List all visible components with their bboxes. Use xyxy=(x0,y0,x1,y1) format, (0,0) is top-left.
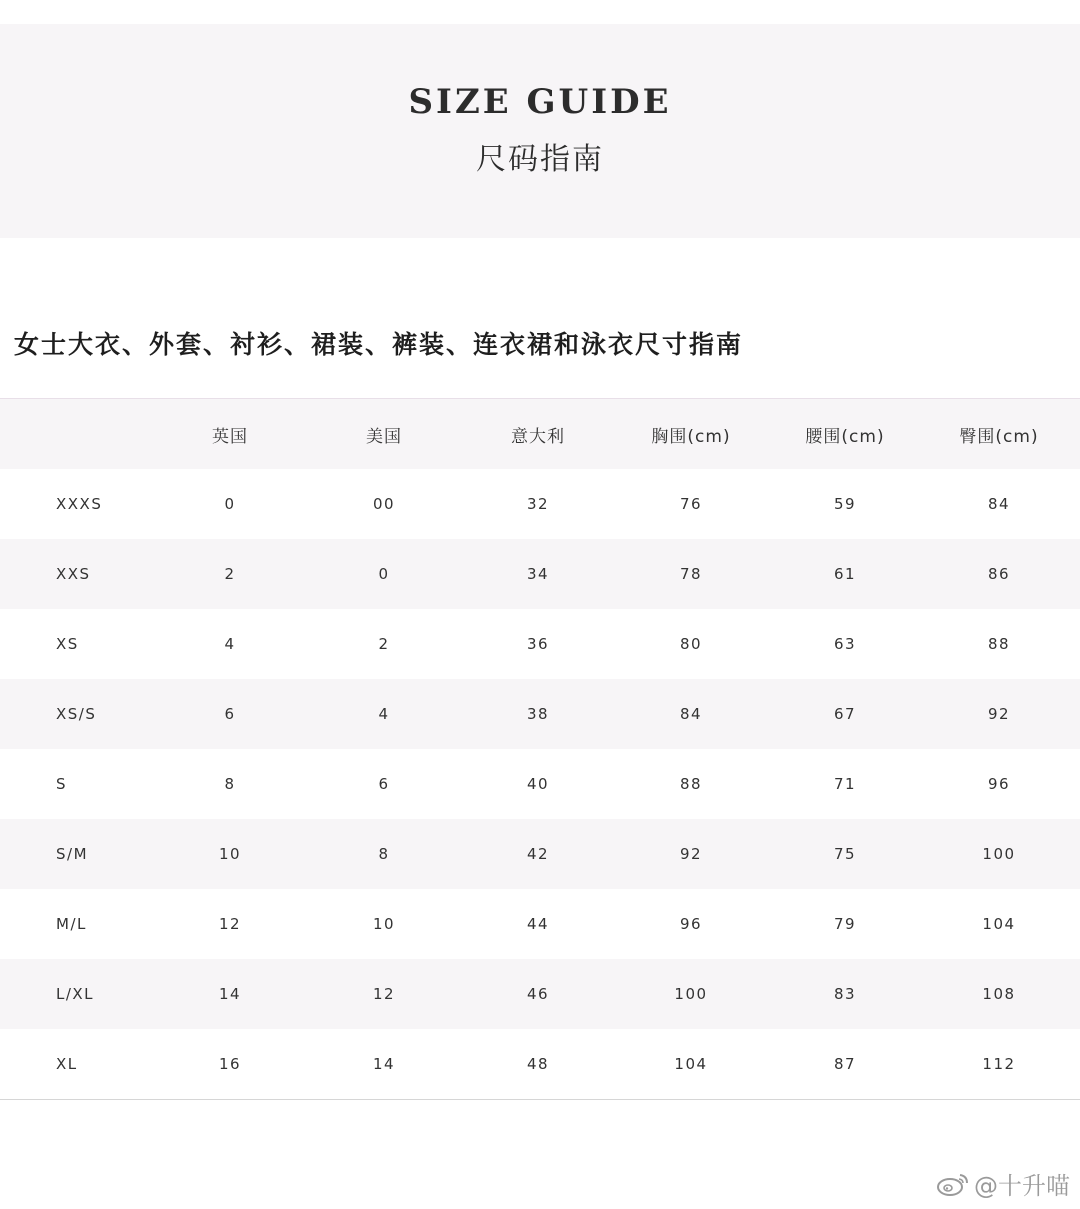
table-row xyxy=(0,959,1080,1029)
cell-hip: 100 xyxy=(982,845,1016,863)
cell-uk: 10 xyxy=(218,845,242,863)
page-title-en: SIZE GUIDE xyxy=(408,82,672,122)
cell-hip: 88 xyxy=(987,635,1011,653)
size-table xyxy=(0,398,1080,1100)
cell-italy: 48 xyxy=(526,1055,550,1073)
cell-us: 6 xyxy=(378,775,390,793)
cell-us: 10 xyxy=(372,915,396,933)
cell-uk: 6 xyxy=(224,705,236,723)
cell-waist: 61 xyxy=(833,565,857,583)
table-row xyxy=(0,539,1080,609)
cell-waist: 75 xyxy=(833,845,857,863)
cell-us: 4 xyxy=(378,705,390,723)
table-row xyxy=(0,679,1080,749)
cell-waist: 83 xyxy=(833,985,857,1003)
cell-hip: 96 xyxy=(987,775,1011,793)
cell-waist: 71 xyxy=(833,775,857,793)
weibo-icon xyxy=(936,1171,970,1197)
cell-bust: 84 xyxy=(679,705,703,723)
cell-bust: 96 xyxy=(679,915,703,933)
cell-bust: 100 xyxy=(674,985,708,1003)
cell-size: S/M xyxy=(56,845,89,863)
cell-size: M/L xyxy=(56,915,87,933)
table-row xyxy=(0,749,1080,819)
cell-size: XS/S xyxy=(56,705,97,723)
watermark-text: @十升喵 xyxy=(974,1172,1070,1200)
cell-waist: 79 xyxy=(833,915,857,933)
cell-italy: 34 xyxy=(526,565,550,583)
cell-bust: 76 xyxy=(679,495,703,513)
cell-hip: 108 xyxy=(982,985,1016,1003)
cell-hip: 104 xyxy=(982,915,1016,933)
table-row xyxy=(0,819,1080,889)
header-cell-us: 美国 xyxy=(366,426,402,447)
cell-uk: 12 xyxy=(218,915,242,933)
cell-uk: 4 xyxy=(224,635,236,653)
cell-bust: 80 xyxy=(679,635,703,653)
header-cell-bust: 胸围(cm) xyxy=(651,426,731,447)
cell-uk: 8 xyxy=(224,775,236,793)
cell-waist: 59 xyxy=(833,495,857,513)
cell-size: L/XL xyxy=(56,985,95,1003)
cell-bust: 92 xyxy=(679,845,703,863)
watermark xyxy=(936,1166,1070,1201)
table-row xyxy=(0,1029,1080,1099)
cell-italy: 36 xyxy=(526,635,550,653)
cell-waist: 67 xyxy=(833,705,857,723)
cell-us: 8 xyxy=(378,845,390,863)
cell-italy: 38 xyxy=(526,705,550,723)
section-subtitle: 女士大衣、外套、衬衫、裙装、裤装、连衣裙和泳衣尺寸指南 xyxy=(14,330,744,359)
cell-uk: 14 xyxy=(218,985,242,1003)
header-band xyxy=(0,24,1080,238)
cell-waist: 63 xyxy=(833,635,857,653)
cell-size: XXS xyxy=(56,565,91,583)
cell-italy: 40 xyxy=(526,775,550,793)
cell-bust: 104 xyxy=(674,1055,708,1073)
cell-italy: 44 xyxy=(526,915,550,933)
cell-uk: 0 xyxy=(224,495,236,513)
cell-us: 00 xyxy=(372,495,396,513)
cell-italy: 46 xyxy=(526,985,550,1003)
cell-hip: 86 xyxy=(987,565,1011,583)
cell-uk: 2 xyxy=(224,565,236,583)
cell-bust: 78 xyxy=(679,565,703,583)
table-header-row xyxy=(0,399,1080,469)
cell-us: 12 xyxy=(372,985,396,1003)
cell-waist: 87 xyxy=(833,1055,857,1073)
header-cell-waist: 腰围(cm) xyxy=(805,426,885,447)
cell-italy: 42 xyxy=(526,845,550,863)
header-cell-hip: 臀围(cm) xyxy=(959,426,1039,447)
table-row xyxy=(0,469,1080,539)
cell-uk: 16 xyxy=(218,1055,242,1073)
cell-hip: 112 xyxy=(982,1055,1016,1073)
table-row xyxy=(0,609,1080,679)
cell-italy: 32 xyxy=(526,495,550,513)
header-cell-italy: 意大利 xyxy=(511,426,565,447)
cell-size: S xyxy=(56,775,68,793)
cell-us: 14 xyxy=(372,1055,396,1073)
header-cell-uk: 英国 xyxy=(212,426,248,447)
cell-us: 2 xyxy=(378,635,390,653)
page-title-cn: 尺码指南 xyxy=(476,142,604,177)
cell-size: XL xyxy=(56,1055,78,1073)
cell-size: XS xyxy=(56,635,79,653)
cell-bust: 88 xyxy=(679,775,703,793)
table-row xyxy=(0,889,1080,959)
cell-us: 0 xyxy=(378,565,390,583)
cell-hip: 92 xyxy=(987,705,1011,723)
cell-hip: 84 xyxy=(987,495,1011,513)
table-body xyxy=(0,469,1080,1099)
cell-size: XXXS xyxy=(56,495,103,513)
